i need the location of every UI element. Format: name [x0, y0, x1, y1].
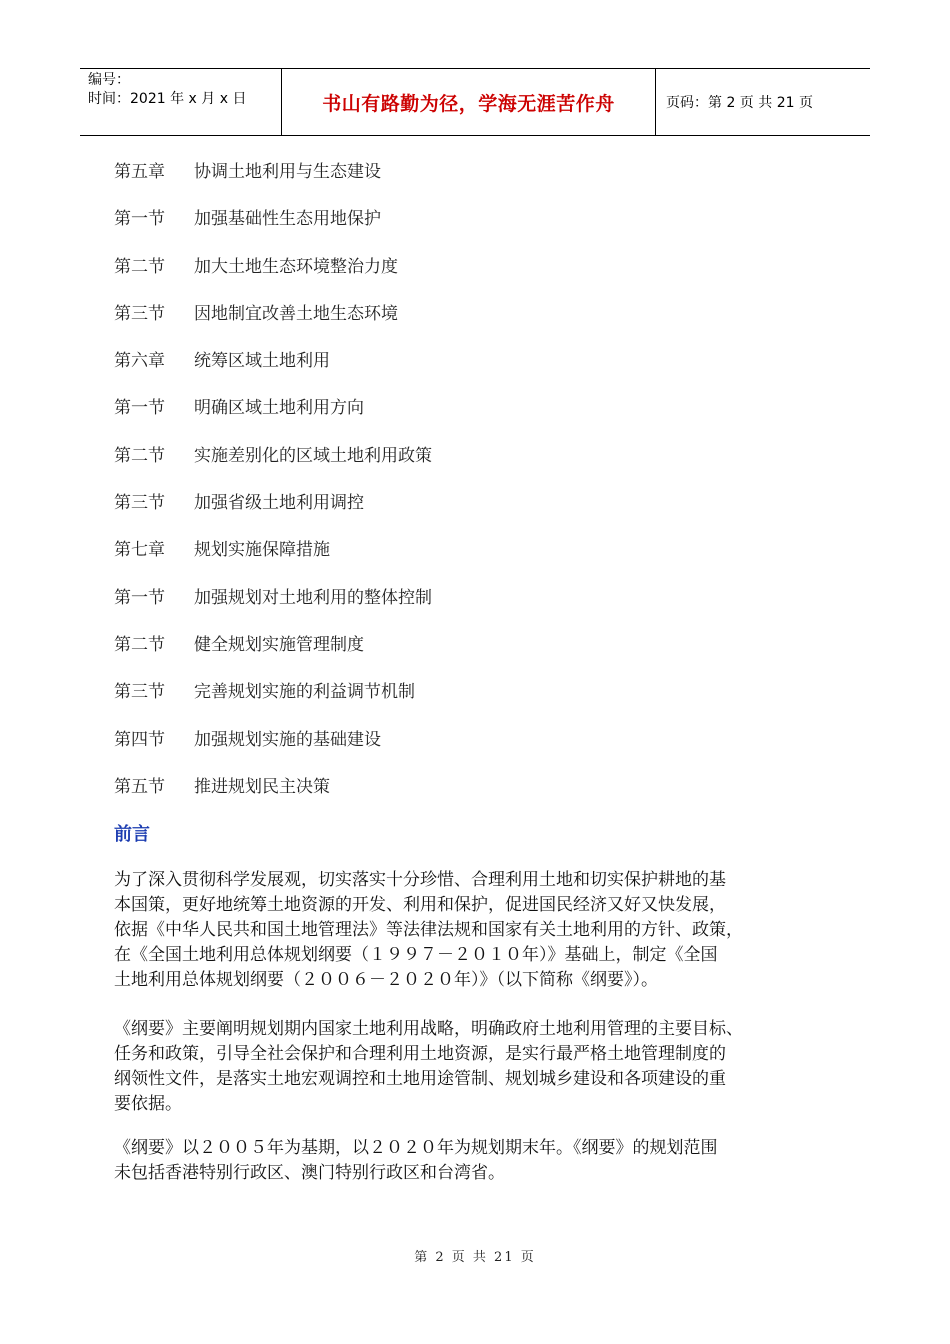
page-header — [80, 68, 870, 136]
toc-title: 实施差别化的区域土地利用政策 — [194, 445, 432, 466]
toc-item[interactable] — [114, 347, 432, 394]
toc-title: 健全规划实施管理制度 — [194, 634, 364, 655]
toc-title: 协调土地利用与生态建设 — [194, 162, 381, 182]
toc-item[interactable] — [114, 442, 432, 489]
toc-item[interactable] — [114, 773, 432, 820]
toc-number: 第四节 — [114, 729, 165, 750]
toc-title: 加强规划实施的基础建设 — [194, 729, 381, 750]
toc-number: 第七章 — [114, 540, 165, 561]
toc-item[interactable] — [114, 678, 432, 725]
toc-number: 第二节 — [114, 256, 165, 277]
toc-title: 推进规划民主决策 — [194, 776, 330, 797]
toc-title: 因地制宜改善土地生态环境 — [194, 303, 398, 324]
toc-item[interactable] — [114, 205, 432, 252]
toc-number: 第三节 — [114, 682, 165, 703]
page-footer: 第 2 页 共 21 页 — [414, 1250, 536, 1265]
toc-item[interactable] — [114, 253, 432, 300]
header-meta — [80, 69, 282, 135]
toc-item[interactable] — [114, 584, 432, 631]
paragraph: 《纲要》主要阐明规划期内国家土地利用战略，明确政府土地利用管理的主要目标、 任务和政策，引导全社会保护和合理利用土地资源，是实行最严格土地管理制度的 纲领性文件，是落实土地宏观调控和土地用途管制、规划城乡建设和各项建设的重 要依据。 — [114, 1019, 743, 1114]
toc-title: 规划实施保障措施 — [194, 540, 330, 561]
toc-title: 加强基础性生态用地保护 — [194, 209, 381, 230]
toc-item[interactable] — [114, 726, 432, 773]
toc-item[interactable] — [114, 489, 432, 536]
header-page-info: 页码：第 2 页 共 21 页 — [666, 95, 813, 111]
paragraph: 《纲要》以２００５年为基期，以２０２０年为规划期末年。《纲要》的规划范围 未包括香港特别行政区、澳门特别行政区和台湾省。 — [114, 1138, 718, 1183]
toc-number: 第五节 — [114, 776, 165, 797]
toc-title: 加大土地生态环境整治力度 — [194, 256, 398, 277]
toc-number: 第一节 — [114, 209, 165, 230]
toc-number: 第三节 — [114, 493, 165, 514]
table-of-contents — [114, 158, 432, 820]
toc-number: 第六章 — [114, 351, 165, 372]
toc-number: 第二节 — [114, 445, 165, 466]
toc-item[interactable] — [114, 300, 432, 347]
serial-label: 编号： — [88, 72, 130, 88]
toc-item[interactable] — [114, 536, 432, 583]
toc-number: 第三节 — [114, 303, 165, 324]
header-motto: 书山有路勤为径，学海无涯苦作舟 — [282, 69, 656, 135]
section-heading-preface: 前言 — [114, 824, 150, 845]
toc-title: 明确区域土地利用方向 — [194, 398, 364, 419]
toc-item[interactable] — [114, 631, 432, 678]
toc-item[interactable] — [114, 158, 432, 205]
toc-title: 加强省级土地利用调控 — [194, 493, 364, 514]
toc-number: 第一节 — [114, 398, 165, 419]
toc-number: 第二节 — [114, 634, 165, 655]
paragraph: 为了深入贯彻科学发展观，切实落实十分珍惜、合理利用土地和切实保护耕地的基 本国策，更好地统筹土地资源的开发、利用和保护，促进国民经济又好又快发展， 依据《中华人民共和国土地管理法》等法律法规和国家有关土地利用的方针、政策， 在《全国土地利用总体规划纲要（１９９７－２０１０年）》基础上，制定《全国 土地利用总体规划纲要（２００６－２０２０年）》（以下简称《纲要》）。 — [114, 870, 743, 990]
toc-item[interactable] — [114, 394, 432, 441]
toc-number: 第五章 — [114, 162, 165, 182]
toc-title: 完善规划实施的利益调节机制 — [194, 682, 415, 703]
toc-number: 第一节 — [114, 587, 165, 608]
toc-title: 统筹区域土地利用 — [194, 351, 330, 372]
date-line: 时间：2021 年 x 月 x 日 — [88, 91, 247, 107]
toc-title: 加强规划对土地利用的整体控制 — [194, 587, 432, 608]
